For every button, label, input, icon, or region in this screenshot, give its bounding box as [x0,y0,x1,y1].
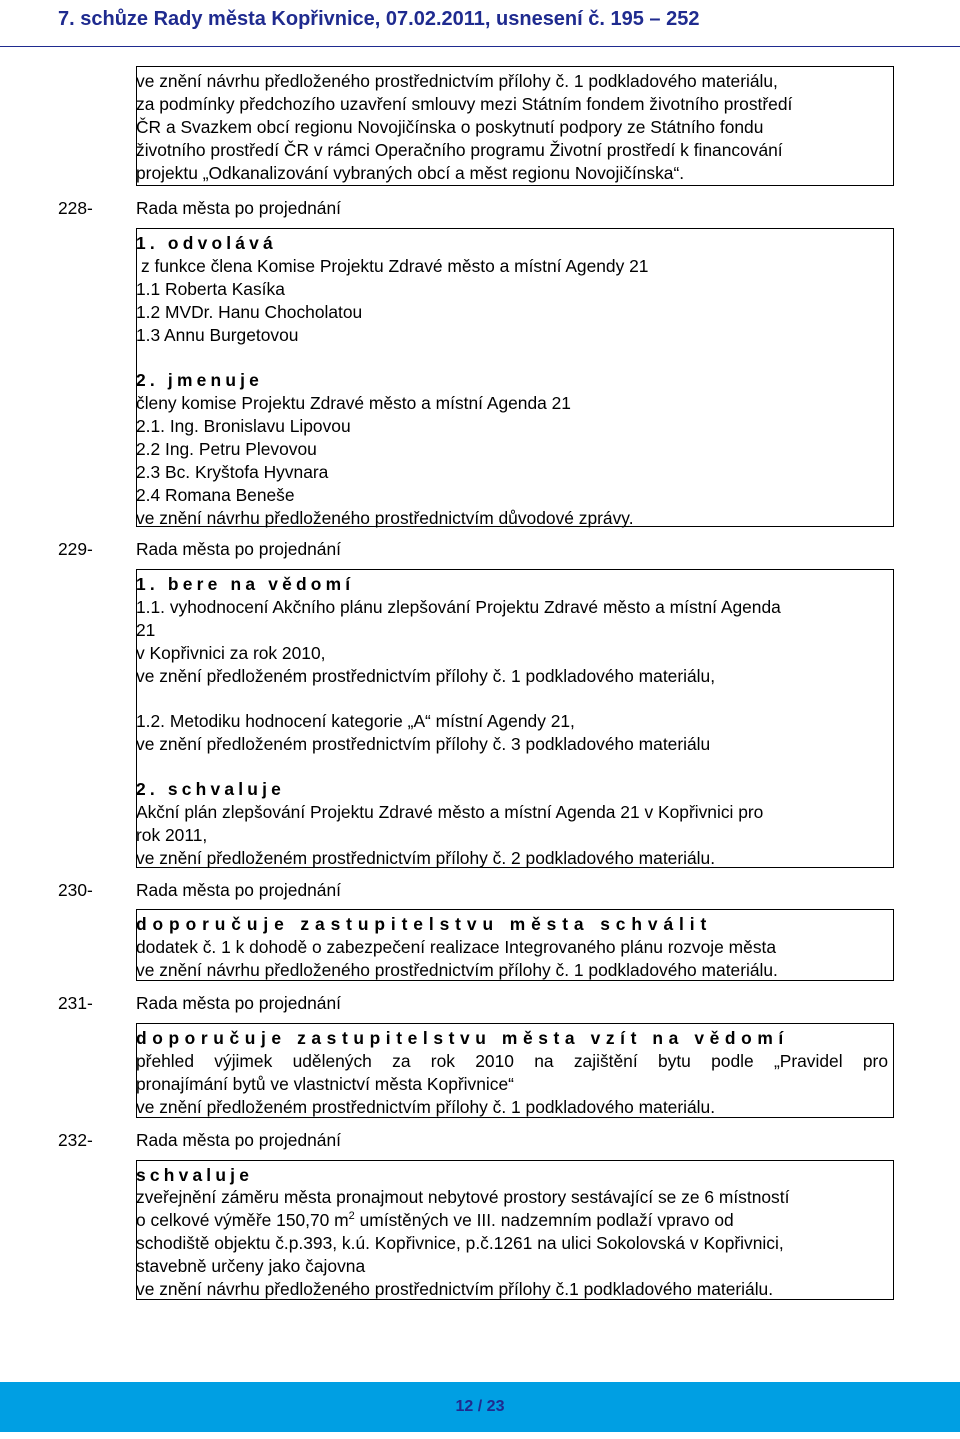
header-divider [0,46,960,47]
resolution-number: 232- [58,1130,93,1150]
text-fragment: o celkové výměře 150,70 m [136,1210,349,1230]
section-heading: doporučuje zastupitelstvu města schválit [136,914,713,934]
table-right-border-2 [893,228,894,526]
text-line: životního prostředí ČR v rámci Operačního programu Životní prostředí k financování [136,140,783,160]
text-line: rok 2011, [136,825,208,845]
section-heading: schvaluje [136,1165,254,1185]
text-line: ve znění návrhu předloženého prostřednictvím přílohy č. 1 podkladového materiálu, [136,71,778,91]
text-fragment: umístěných ve III. nadzemním podlaží vpravo od [354,1210,734,1230]
text-line: z funkce člena Komise Projektu Zdravé město a místní Agendy 21 [141,256,649,276]
table-right-border-6 [893,1160,894,1299]
table-right-border-4 [893,909,894,980]
text-line: ve znění návrhu předloženého prostřednictvím přílohy č.1 podkladového materiálu. [136,1279,774,1299]
list-item: 2.3 Bc. Kryštofa Hyvnara [136,462,329,482]
text-line: 1.2. Metodiku hodnocení kategorie „A“ místní Agendy 21, [136,711,575,731]
text-line: 1.1. vyhodnocení Akčního plánu zlepšování Projektu Zdravé město a místní Agenda [136,597,781,617]
table-top-border [136,66,894,67]
list-item: 2.2 Ing. Petru Plevovou [136,439,317,459]
list-item: 1.3 Annu Burgetovou [136,325,299,345]
resolution-intro: Rada města po projednání [136,1130,341,1150]
text-line: pronajímání bytů ve vlastnictví města Kopřivnice“ [136,1074,514,1094]
superscript: 2 [348,1210,355,1222]
resolution-number: 231- [58,993,93,1013]
text-line: ve znění předloženém prostřednictvím přílohy č. 3 podkladového materiálu [136,734,711,754]
section-heading: 1. bere na vědomí [136,574,355,594]
table-top-border-4 [136,909,894,910]
text-line: za podmínky předchozího uzavření smlouvy mezi Státním fondem životního prostředí [136,94,793,114]
resolution-intro: Rada města po projednání [136,993,341,1013]
text-line: ve znění předloženém prostřednictvím přílohy č. 2 podkladového materiálu. [136,848,716,868]
text-line: 21 [136,620,156,640]
text-line: stavebně určeny jako čajovna [136,1256,366,1276]
section-heading: 2. schvaluje [136,779,286,799]
section-heading: doporučuje zastupitelstvu města vzít na vědomí [136,1028,789,1048]
list-item: 2.1. Ing. Bronislavu Lipovou [136,416,351,436]
list-item: 2.4 Romana Beneše [136,485,295,505]
table-right-border-5 [893,1023,894,1117]
page-title: 7. schůze Rady města Kopřivnice, 07.02.2011, usnesení č. 195 – 252 [58,8,700,30]
resolution-intro: Rada města po projednání [136,539,341,559]
resolution-number: 230- [58,880,93,900]
list-item: 1.1 Roberta Kasíka [136,279,285,299]
section-heading: 1. odvolává [136,233,277,253]
resolution-intro: Rada města po projednání [136,880,341,900]
text-line [136,1209,888,1232]
table-top-border-3 [136,569,894,570]
text-line: ve znění návrhu předloženého prostřednictvím přílohy č. 1 podkladového materiálu. [136,960,778,980]
text-line: zveřejnění záměru města pronajmout nebytové prostory sestávající se ze 6 místností [136,1187,790,1207]
table-right-border-3 [893,569,894,867]
text-line: přehled výjimek udělených za rok 2010 na zajištění bytu podle „Pravidel pro [136,1051,888,1071]
table-top-border-5 [136,1023,894,1024]
text-line: dodatek č. 1 k dohodě o zabezpečení realizace Integrovaného plánu rozvoje města [136,937,777,957]
text-line: ve znění předloženém prostřednictvím přílohy č. 1 podkladového materiálu, [136,666,716,686]
text-line: v Kopřivnici za rok 2010, [136,643,326,663]
table-top-border-6 [136,1160,894,1161]
text-line: schodiště objektu č.p.393, k.ú. Kopřivnice, p.č.1261 na ulici Sokolovská v Kopřivnici, [136,1233,784,1253]
text-line: projektu „Odkanalizování vybraných obcí a měst regionu Novojičínska“. [136,163,685,183]
text-line: členy komise Projektu Zdravé město a místní Agenda 21 [136,393,571,413]
resolution-intro: Rada města po projednání [136,198,341,218]
section-heading: 2. jmenuje [136,370,264,390]
resolution-number: 229- [58,539,93,559]
text-line: ve znění předloženém prostřednictvím přílohy č. 1 podkladového materiálu. [136,1097,716,1117]
list-item: 1.2 MVDr. Hanu Chocholatou [136,302,363,322]
page-number: 12 / 23 [455,1398,505,1415]
table-right-border-1 [893,66,894,185]
table-top-border-2 [136,228,894,229]
text-line: ve znění návrhu předloženého prostřednictvím důvodové zprávy. [136,508,634,528]
text-line: ČR a Svazkem obcí regionu Novojičínska o poskytnutí podpory ze Státního fondu [136,117,764,137]
table-bottom-border-1 [136,185,894,186]
resolution-number: 228- [58,198,93,218]
text-line: Akční plán zlepšování Projektu Zdravé město a místní Agenda 21 v Kopřivnici pro [136,802,764,822]
